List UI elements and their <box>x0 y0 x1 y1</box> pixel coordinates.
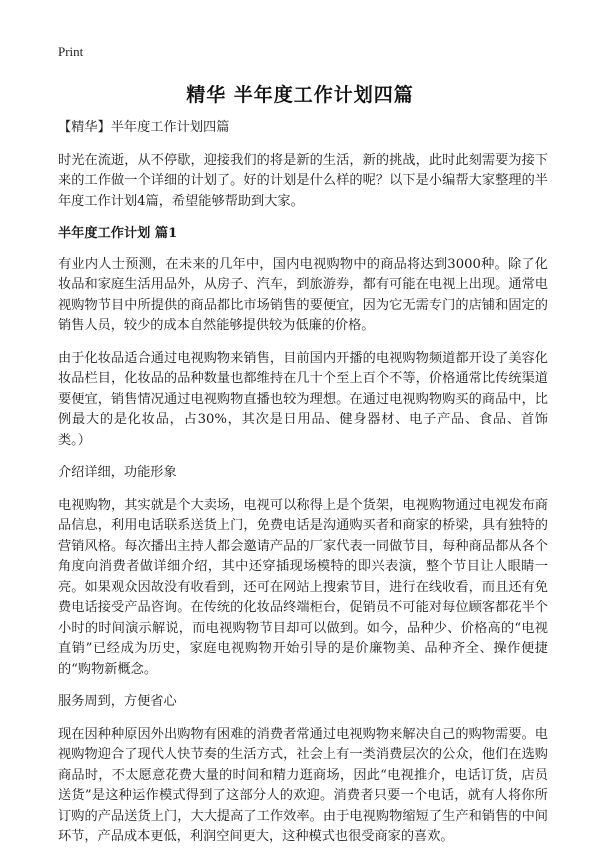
body-paragraph: 现在因种种原因外出购物有困难的消费者常通过电视购物来解决自己的购物需要。电视购物迎合了现代人快节奏的生活方式，社会上有一类消费层次的公众，他们在选购商品时，不太愿意花费大量的时间和精力逛商场，因此“电视推介，电话订货，店员送货”是这种运作模式得到了这部分人的欢迎。消费者只要一个电话，就有人将你所订购的产品送货上门，大大提高了工作效率。由于电视购物缩短了生产和销售的中间环节，产品成本更低，利润空间更大，这种模式也很受商家的喜欢。 <box>58 726 548 844</box>
body-paragraph: 有业内人士预测，在未来的几年中，国内电视购物中的商品将达到3000种。除了化妆品和家庭生活用品外，从房子、汽车，到旅游券，都有可能在电视上出现。通常电视购物节目中所提供的商品都比市场销售的要便宜，因为它无需专门的店铺和固定的销售人员，较少的成本自然能够提供较为低廉的价格。 <box>58 256 548 333</box>
body-paragraph: 电视购物，其实就是个大卖场，电视可以称得上是个货架，电视购物通过电视发布商品信息，利用电话联系送货上门，免费电话是沟通购买者和商家的桥梁，具有独特的营销风格。每次播出主持人都会邀请产品的厂家代表一同做节目，每种商品都从各个角度向消费者做详细介绍，其中还穿插现场模特的即兴表演，整个节目让人眼睛一亮。如果观众因故没有收看到，还可在网站上搜索节目，进行在线收看，而且还有免费电话接受产品咨询。在传统的化妆品终端柜台，促销员不可能对每位顾客都花半个小时的时间演示解说，而电视购物节目却可以做到。如今，品种少、价格高的“电视直销”已经成为历史，家庭电视购物开始引导的是价廉物美、品种齐全、操作便捷的“购物新概念。 <box>58 497 548 677</box>
document-subtitle: 【精华】半年度工作计划四篇 <box>58 120 230 135</box>
document-body <box>58 118 548 860</box>
subheading: 介绍详细，功能形象 <box>58 465 177 480</box>
body-paragraph: 由于化妆品适合通过电视购物来销售，目前国内开播的电视购物频道都开设了美容化妆品栏目，化妆品的品种数量也都维持在几十个至上百个不等，价格通常比传统渠道要便宜，销售情况通过电视购物直播也较为理想。在通过电视购物购买的商品中，比例最大的是化妆品，占30%，其次是日用品、健身器材、电子产品、食品、首饰类。） <box>58 350 548 448</box>
intro-paragraph: 时光在流逝，从不停歇，迎接我们的将是新的生活，新的挑战，此时此刻需要为接下来的工作做一个详细的计划了。好的计划是什么样的呢？以下是小编帮大家整理的半年度工作计划4篇，希望能够帮助到大家。 <box>58 152 548 209</box>
section-heading: 半年度工作计划 篇1 <box>58 226 178 241</box>
document-title: 精华 半年度工作计划四篇 <box>186 84 414 106</box>
subheading: 服务周到，方便省心 <box>58 694 177 709</box>
print-link[interactable]: Print <box>58 44 84 59</box>
